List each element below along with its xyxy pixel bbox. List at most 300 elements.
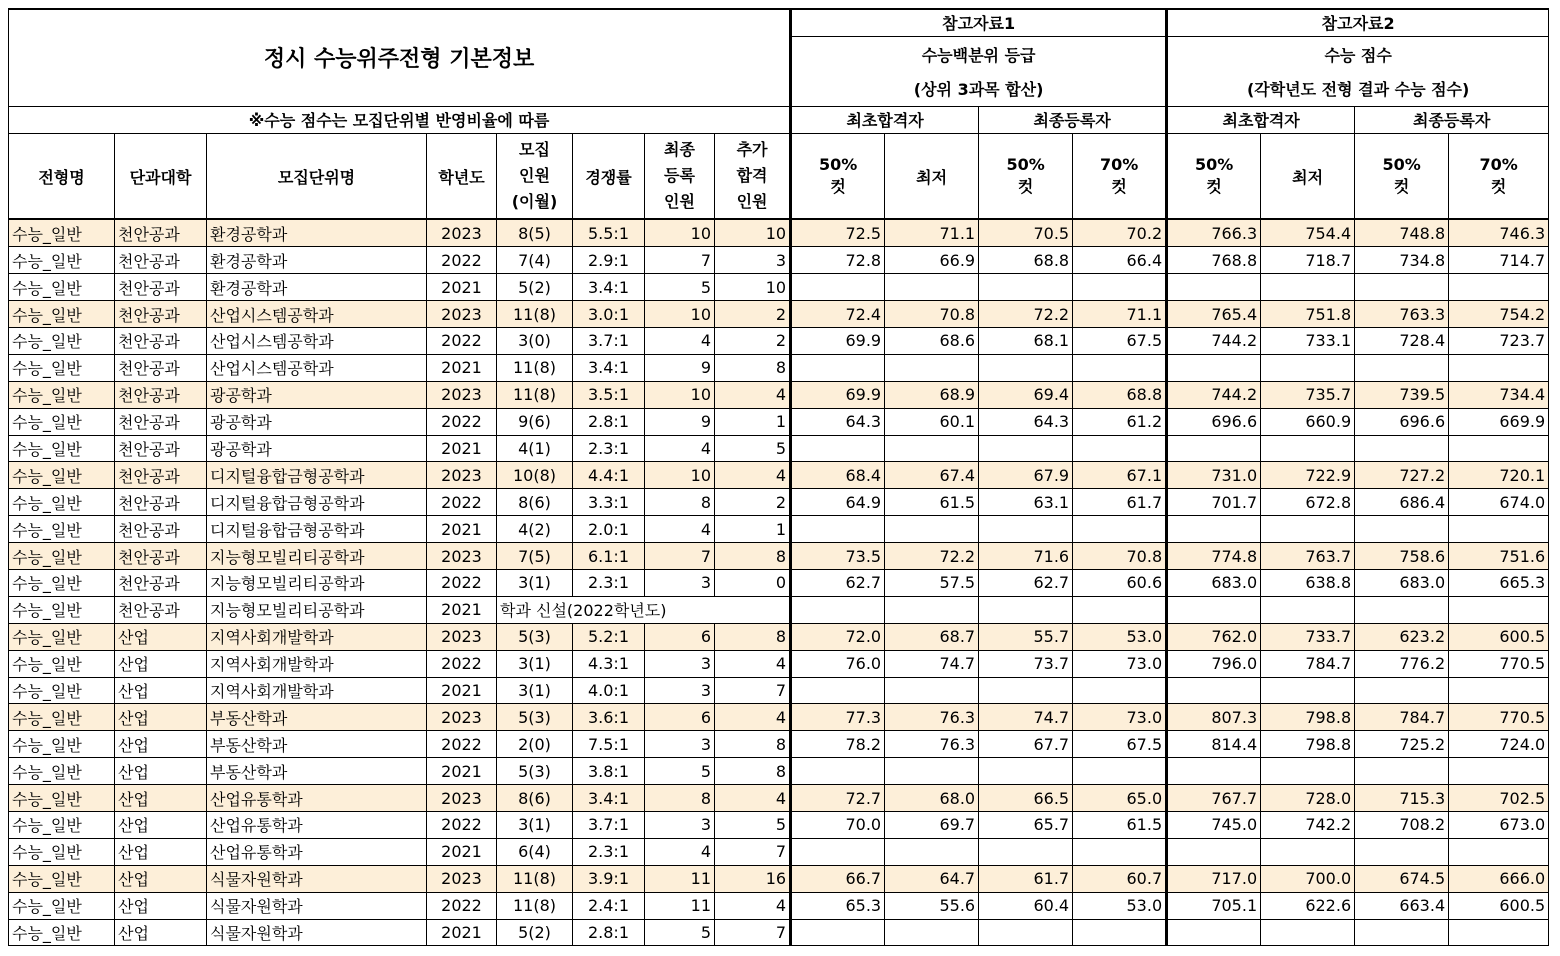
cell-final: 8 <box>645 785 715 812</box>
cell-p4: 70.8 <box>1073 543 1167 570</box>
cell-s3: 696.6 <box>1355 408 1449 435</box>
cell-year: 2023 <box>427 865 497 892</box>
cell-p4: 73.0 <box>1073 650 1167 677</box>
cell-year: 2022 <box>427 489 497 516</box>
cell-college: 천안공과 <box>115 408 207 435</box>
cell-s4 <box>1449 435 1549 462</box>
cell-s3: 725.2 <box>1355 731 1449 758</box>
cell-p4: 60.6 <box>1073 569 1167 596</box>
cell-s2 <box>1261 274 1355 301</box>
cell-s3 <box>1355 596 1449 623</box>
cell-s2 <box>1261 677 1355 704</box>
cell-year: 2021 <box>427 274 497 301</box>
cell-extra: 10 <box>715 274 791 301</box>
cell-s1 <box>1167 919 1261 946</box>
cell-unit: 환경공학과 <box>207 247 427 274</box>
cell-s1 <box>1167 354 1261 381</box>
cell-p1: 70.0 <box>791 811 885 838</box>
table-row <box>9 462 1549 489</box>
cell-p1: 68.4 <box>791 462 885 489</box>
cell-p2: 72.2 <box>885 543 979 570</box>
cell-year: 2023 <box>427 301 497 328</box>
cell-s3: 674.5 <box>1355 865 1449 892</box>
cell-s1 <box>1167 274 1261 301</box>
cell-s3 <box>1355 758 1449 785</box>
p-first-50-l2: 컷 <box>830 177 846 197</box>
cell-type: 수능_일반 <box>9 596 115 623</box>
table-row <box>9 838 1549 865</box>
cell-type: 수능_일반 <box>9 865 115 892</box>
cell-p4: 66.4 <box>1073 247 1167 274</box>
cell-college: 천안공과 <box>115 516 207 543</box>
cell-p1: 73.5 <box>791 543 885 570</box>
cell-unit: 지역사회개발학과 <box>207 623 427 650</box>
cell-extra: 7 <box>715 919 791 946</box>
cell-s2: 700.0 <box>1261 865 1355 892</box>
cell-extra: 5 <box>715 435 791 462</box>
cell-year: 2022 <box>427 892 497 919</box>
cell-type: 수능_일반 <box>9 408 115 435</box>
cell-s2: 728.0 <box>1261 785 1355 812</box>
cell-college: 산업 <box>115 731 207 758</box>
cell-ratio: 2.9:1 <box>573 247 645 274</box>
cell-s2: 798.8 <box>1261 731 1355 758</box>
ref2-group-first: 최초합격자 <box>1167 106 1355 133</box>
p-final-50-l2: 컷 <box>1017 177 1034 197</box>
cell-p2: 74.7 <box>885 650 979 677</box>
cell-extra: 4 <box>715 704 791 731</box>
cell-college: 천안공과 <box>115 489 207 516</box>
cell-s3 <box>1355 274 1449 301</box>
cell-type: 수능_일반 <box>9 381 115 408</box>
cell-type: 수능_일반 <box>9 677 115 704</box>
cell-extra: 7 <box>715 677 791 704</box>
cell-extra: 4 <box>715 650 791 677</box>
cell-ratio: 2.0:1 <box>573 516 645 543</box>
table-row <box>9 569 1549 596</box>
cell-p2: 76.3 <box>885 731 979 758</box>
cell-s3: 758.6 <box>1355 543 1449 570</box>
cell-p4 <box>1073 274 1167 301</box>
cell-extra: 4 <box>715 785 791 812</box>
cell-p3: 55.7 <box>979 623 1073 650</box>
cell-s4: 720.1 <box>1449 462 1549 489</box>
cell-p1: 72.8 <box>791 247 885 274</box>
cell-unit: 지역사회개발학과 <box>207 677 427 704</box>
cell-p3: 67.7 <box>979 731 1073 758</box>
cell-college: 천안공과 <box>115 247 207 274</box>
cell-p1 <box>791 354 885 381</box>
cell-p3: 68.8 <box>979 247 1073 274</box>
cell-p3 <box>979 758 1073 785</box>
cell-s4: 714.7 <box>1449 247 1549 274</box>
cell-p3 <box>979 838 1073 865</box>
cell-year: 2021 <box>427 919 497 946</box>
cell-college: 산업 <box>115 677 207 704</box>
cell-ratio: 4.3:1 <box>573 650 645 677</box>
cell-ratio: 2.3:1 <box>573 435 645 462</box>
cell-type: 수능_일반 <box>9 650 115 677</box>
cell-final: 4 <box>645 327 715 354</box>
cell-p3 <box>979 919 1073 946</box>
cell-p2 <box>885 758 979 785</box>
cell-p2: 61.5 <box>885 489 979 516</box>
table-row <box>9 865 1549 892</box>
cell-s1: 745.0 <box>1167 811 1261 838</box>
table-row <box>9 650 1549 677</box>
cell-recruit: 4(1) <box>497 435 573 462</box>
cell-s1: 774.8 <box>1167 543 1261 570</box>
cell-s1: 744.2 <box>1167 381 1261 408</box>
cell-p3: 71.6 <box>979 543 1073 570</box>
cell-p2: 66.9 <box>885 247 979 274</box>
cell-p3 <box>979 516 1073 543</box>
cell-s1 <box>1167 596 1261 623</box>
cell-year: 2022 <box>427 247 497 274</box>
cell-unit: 산업시스템공학과 <box>207 354 427 381</box>
cell-extra: 8 <box>715 543 791 570</box>
cell-p4: 53.0 <box>1073 623 1167 650</box>
cell-ratio: 3.4:1 <box>573 274 645 301</box>
ref1-desc-line2: (상위 3과목 합산) <box>791 71 1167 106</box>
cell-s4 <box>1449 677 1549 704</box>
cell-s3: 776.2 <box>1355 650 1449 677</box>
cell-s3: 728.4 <box>1355 327 1449 354</box>
cell-unit: 지능형모빌리티공학과 <box>207 569 427 596</box>
ref1-label: 참고자료1 <box>791 9 1167 36</box>
cell-s4 <box>1449 354 1549 381</box>
cell-s2: 751.8 <box>1261 301 1355 328</box>
cell-type: 수능_일반 <box>9 274 115 301</box>
cell-year: 2021 <box>427 758 497 785</box>
cell-ratio: 2.8:1 <box>573 919 645 946</box>
cell-unit: 지능형모빌리티공학과 <box>207 596 427 623</box>
cell-p2 <box>885 919 979 946</box>
col-header-p-first-50 <box>791 133 885 219</box>
cell-year: 2022 <box>427 327 497 354</box>
cell-final: 3 <box>645 731 715 758</box>
table-row <box>9 892 1549 919</box>
cell-s3: 686.4 <box>1355 489 1449 516</box>
cell-p3: 74.7 <box>979 704 1073 731</box>
cell-unit: 식물자원학과 <box>207 919 427 946</box>
cell-recruit: 4(2) <box>497 516 573 543</box>
cell-extra: 8 <box>715 731 791 758</box>
ref2-desc-line2: (각학년도 전형 결과 수능 점수) <box>1167 71 1549 106</box>
cell-extra: 2 <box>715 301 791 328</box>
cell-ratio: 3.6:1 <box>573 704 645 731</box>
cell-ratio: 3.4:1 <box>573 354 645 381</box>
cell-final: 4 <box>645 516 715 543</box>
table-row <box>9 623 1549 650</box>
p-first-50-l1: 50% <box>818 155 858 175</box>
cell-p2: 60.1 <box>885 408 979 435</box>
cell-p3: 62.7 <box>979 569 1073 596</box>
cell-type: 수능_일반 <box>9 462 115 489</box>
cell-s2: 722.9 <box>1261 462 1355 489</box>
table-row <box>9 811 1549 838</box>
table-row <box>9 731 1549 758</box>
cell-s3: 748.8 <box>1355 219 1449 246</box>
col-header-s-first-50 <box>1167 133 1261 219</box>
cell-unit: 지능형모빌리티공학과 <box>207 543 427 570</box>
col-header-final-l1: 최종 <box>664 140 695 160</box>
cell-p1 <box>791 838 885 865</box>
cell-s2: 735.7 <box>1261 381 1355 408</box>
cell-p4: 67.5 <box>1073 327 1167 354</box>
cell-s4 <box>1449 838 1549 865</box>
col-header-s-first-min: 최저 <box>1261 133 1355 219</box>
cell-s4: 600.5 <box>1449 892 1549 919</box>
cell-type: 수능_일반 <box>9 758 115 785</box>
cell-p1: 66.7 <box>791 865 885 892</box>
cell-recruit: 11(8) <box>497 354 573 381</box>
cell-type: 수능_일반 <box>9 731 115 758</box>
table-row <box>9 408 1549 435</box>
cell-year: 2021 <box>427 354 497 381</box>
cell-college: 천안공과 <box>115 543 207 570</box>
cell-type: 수능_일반 <box>9 892 115 919</box>
cell-p3: 63.1 <box>979 489 1073 516</box>
cell-year: 2023 <box>427 543 497 570</box>
cell-s4: 746.3 <box>1449 219 1549 246</box>
ref2-desc-line1: 수능 점수 <box>1167 36 1549 71</box>
cell-college: 천안공과 <box>115 219 207 246</box>
col-header-final-l2: 등록 <box>664 166 695 186</box>
cell-s4: 674.0 <box>1449 489 1549 516</box>
cell-final: 10 <box>645 462 715 489</box>
cell-type: 수능_일반 <box>9 704 115 731</box>
cell-s2: 718.7 <box>1261 247 1355 274</box>
cell-p3 <box>979 596 1073 623</box>
cell-final: 5 <box>645 274 715 301</box>
cell-final: 6 <box>645 704 715 731</box>
cell-s4: 770.5 <box>1449 650 1549 677</box>
admission-table <box>8 8 1549 946</box>
cell-unit: 부동산학과 <box>207 758 427 785</box>
cell-p2 <box>885 354 979 381</box>
cell-s4: 702.5 <box>1449 785 1549 812</box>
cell-ratio: 5.2:1 <box>573 623 645 650</box>
cell-s4: 600.5 <box>1449 623 1549 650</box>
cell-s1: 731.0 <box>1167 462 1261 489</box>
cell-s1: 762.0 <box>1167 623 1261 650</box>
cell-s2: 733.7 <box>1261 623 1355 650</box>
table-row <box>9 677 1549 704</box>
col-header-ratio: 경쟁률 <box>573 133 645 219</box>
cell-p2: 70.8 <box>885 301 979 328</box>
table-row <box>9 301 1549 328</box>
cell-s1: 766.3 <box>1167 219 1261 246</box>
cell-p1 <box>791 919 885 946</box>
cell-s2: 798.8 <box>1261 704 1355 731</box>
cell-extra: 1 <box>715 516 791 543</box>
cell-s1 <box>1167 677 1261 704</box>
cell-recruit: 9(6) <box>497 408 573 435</box>
cell-year: 2021 <box>427 596 497 623</box>
cell-s4: 723.7 <box>1449 327 1549 354</box>
cell-year: 2023 <box>427 462 497 489</box>
cell-p3: 68.1 <box>979 327 1073 354</box>
cell-s2: 622.6 <box>1261 892 1355 919</box>
table-body <box>9 219 1549 946</box>
cell-p2: 67.4 <box>885 462 979 489</box>
cell-extra: 4 <box>715 462 791 489</box>
col-header-s-final-50 <box>1355 133 1449 219</box>
cell-p2: 55.6 <box>885 892 979 919</box>
cell-p1: 72.4 <box>791 301 885 328</box>
col-header-extra-l1: 추가 <box>736 140 768 160</box>
col-header-final-l3: 인원 <box>664 192 695 212</box>
cell-p4: 68.8 <box>1073 381 1167 408</box>
cell-s2: 763.7 <box>1261 543 1355 570</box>
cell-recruit: 3(1) <box>497 811 573 838</box>
table-row <box>9 219 1549 246</box>
s-final-70-l1: 70% <box>1479 155 1518 175</box>
table-row <box>9 704 1549 731</box>
cell-p4 <box>1073 838 1167 865</box>
p-final-70-l2: 컷 <box>1111 177 1127 197</box>
cell-p2: 68.9 <box>885 381 979 408</box>
cell-s4 <box>1449 274 1549 301</box>
cell-s1 <box>1167 516 1261 543</box>
cell-p4 <box>1073 435 1167 462</box>
cell-final: 5 <box>645 758 715 785</box>
cell-unit: 산업유통학과 <box>207 811 427 838</box>
cell-p2: 68.6 <box>885 327 979 354</box>
cell-recruit: 10(8) <box>497 462 573 489</box>
cell-p4: 67.1 <box>1073 462 1167 489</box>
cell-p1: 69.9 <box>791 381 885 408</box>
cell-p4 <box>1073 758 1167 785</box>
col-header-extra-l2: 합격 <box>736 166 768 186</box>
cell-extra: 4 <box>715 381 791 408</box>
cell-final: 11 <box>645 892 715 919</box>
cell-p2 <box>885 838 979 865</box>
cell-college: 천안공과 <box>115 301 207 328</box>
cell-p1 <box>791 758 885 785</box>
cell-p4: 70.2 <box>1073 219 1167 246</box>
cell-ratio: 2.3:1 <box>573 569 645 596</box>
cell-s1 <box>1167 758 1261 785</box>
cell-s3: 763.3 <box>1355 301 1449 328</box>
cell-s4: 666.0 <box>1449 865 1549 892</box>
s-first-50-l2: 컷 <box>1206 177 1222 197</box>
cell-p3: 69.4 <box>979 381 1073 408</box>
cell-p2: 64.7 <box>885 865 979 892</box>
cell-college: 천안공과 <box>115 462 207 489</box>
cell-ratio: 5.5:1 <box>573 219 645 246</box>
col-header-recruit <box>497 133 573 219</box>
cell-p2: 68.0 <box>885 785 979 812</box>
cell-college: 천안공과 <box>115 596 207 623</box>
cell-s2 <box>1261 354 1355 381</box>
cell-recruit: 8(6) <box>497 785 573 812</box>
cell-p4: 61.2 <box>1073 408 1167 435</box>
cell-college: 천안공과 <box>115 354 207 381</box>
cell-s3: 708.2 <box>1355 811 1449 838</box>
col-header-final <box>645 133 715 219</box>
cell-p4 <box>1073 677 1167 704</box>
cell-final: 7 <box>645 543 715 570</box>
cell-p4: 65.0 <box>1073 785 1167 812</box>
cell-year: 2023 <box>427 785 497 812</box>
cell-unit: 식물자원학과 <box>207 892 427 919</box>
cell-p1 <box>791 274 885 301</box>
cell-recruit: 11(8) <box>497 892 573 919</box>
cell-s1: 765.4 <box>1167 301 1261 328</box>
ref2-group-final: 최종등록자 <box>1355 106 1549 133</box>
col-header-recruit-l3: (이월) <box>511 192 558 212</box>
cell-type: 수능_일반 <box>9 489 115 516</box>
cell-p4 <box>1073 516 1167 543</box>
cell-type: 수능_일반 <box>9 569 115 596</box>
cell-extra: 2 <box>715 489 791 516</box>
table-row <box>9 758 1549 785</box>
cell-type: 수능_일반 <box>9 838 115 865</box>
cell-type: 수능_일반 <box>9 543 115 570</box>
cell-s1: 768.8 <box>1167 247 1261 274</box>
cell-unit: 디지털융합금형공학과 <box>207 462 427 489</box>
cell-college: 천안공과 <box>115 381 207 408</box>
cell-final: 10 <box>645 219 715 246</box>
cell-s2: 754.4 <box>1261 219 1355 246</box>
cell-note: 학과 신설(2022학년도) <box>497 596 791 623</box>
cell-p4: 61.5 <box>1073 811 1167 838</box>
cell-final: 5 <box>645 919 715 946</box>
col-header-s-final-70 <box>1449 133 1549 219</box>
col-header-recruit-l2: 인원 <box>519 166 550 186</box>
cell-s1: 814.4 <box>1167 731 1261 758</box>
cell-s2 <box>1261 435 1355 462</box>
cell-p4: 71.1 <box>1073 301 1167 328</box>
cell-unit: 부동산학과 <box>207 731 427 758</box>
cell-final: 3 <box>645 677 715 704</box>
cell-unit: 환경공학과 <box>207 274 427 301</box>
cell-year: 2022 <box>427 731 497 758</box>
cell-unit: 산업시스템공학과 <box>207 327 427 354</box>
cell-p4: 60.7 <box>1073 865 1167 892</box>
col-header-type: 전형명 <box>9 133 115 219</box>
cell-college: 산업 <box>115 892 207 919</box>
cell-s4 <box>1449 516 1549 543</box>
cell-p1: 64.3 <box>791 408 885 435</box>
cell-recruit: 8(5) <box>497 219 573 246</box>
cell-recruit: 5(2) <box>497 919 573 946</box>
cell-s3 <box>1355 677 1449 704</box>
cell-p1 <box>791 596 885 623</box>
cell-p2: 57.5 <box>885 569 979 596</box>
cell-type: 수능_일반 <box>9 623 115 650</box>
col-header-college: 단과대학 <box>115 133 207 219</box>
cell-p2: 68.7 <box>885 623 979 650</box>
cell-final: 10 <box>645 301 715 328</box>
cell-s3 <box>1355 435 1449 462</box>
cell-ratio: 3.8:1 <box>573 758 645 785</box>
col-header-extra <box>715 133 791 219</box>
cell-ratio: 7.5:1 <box>573 731 645 758</box>
cell-recruit: 6(4) <box>497 838 573 865</box>
cell-unit: 지역사회개발학과 <box>207 650 427 677</box>
cell-college: 산업 <box>115 865 207 892</box>
s-final-70-l2: 컷 <box>1490 177 1507 197</box>
cell-type: 수능_일반 <box>9 516 115 543</box>
cell-p1 <box>791 516 885 543</box>
cell-p1 <box>791 435 885 462</box>
cell-college: 천안공과 <box>115 274 207 301</box>
cell-p3 <box>979 435 1073 462</box>
cell-p2: 76.3 <box>885 704 979 731</box>
